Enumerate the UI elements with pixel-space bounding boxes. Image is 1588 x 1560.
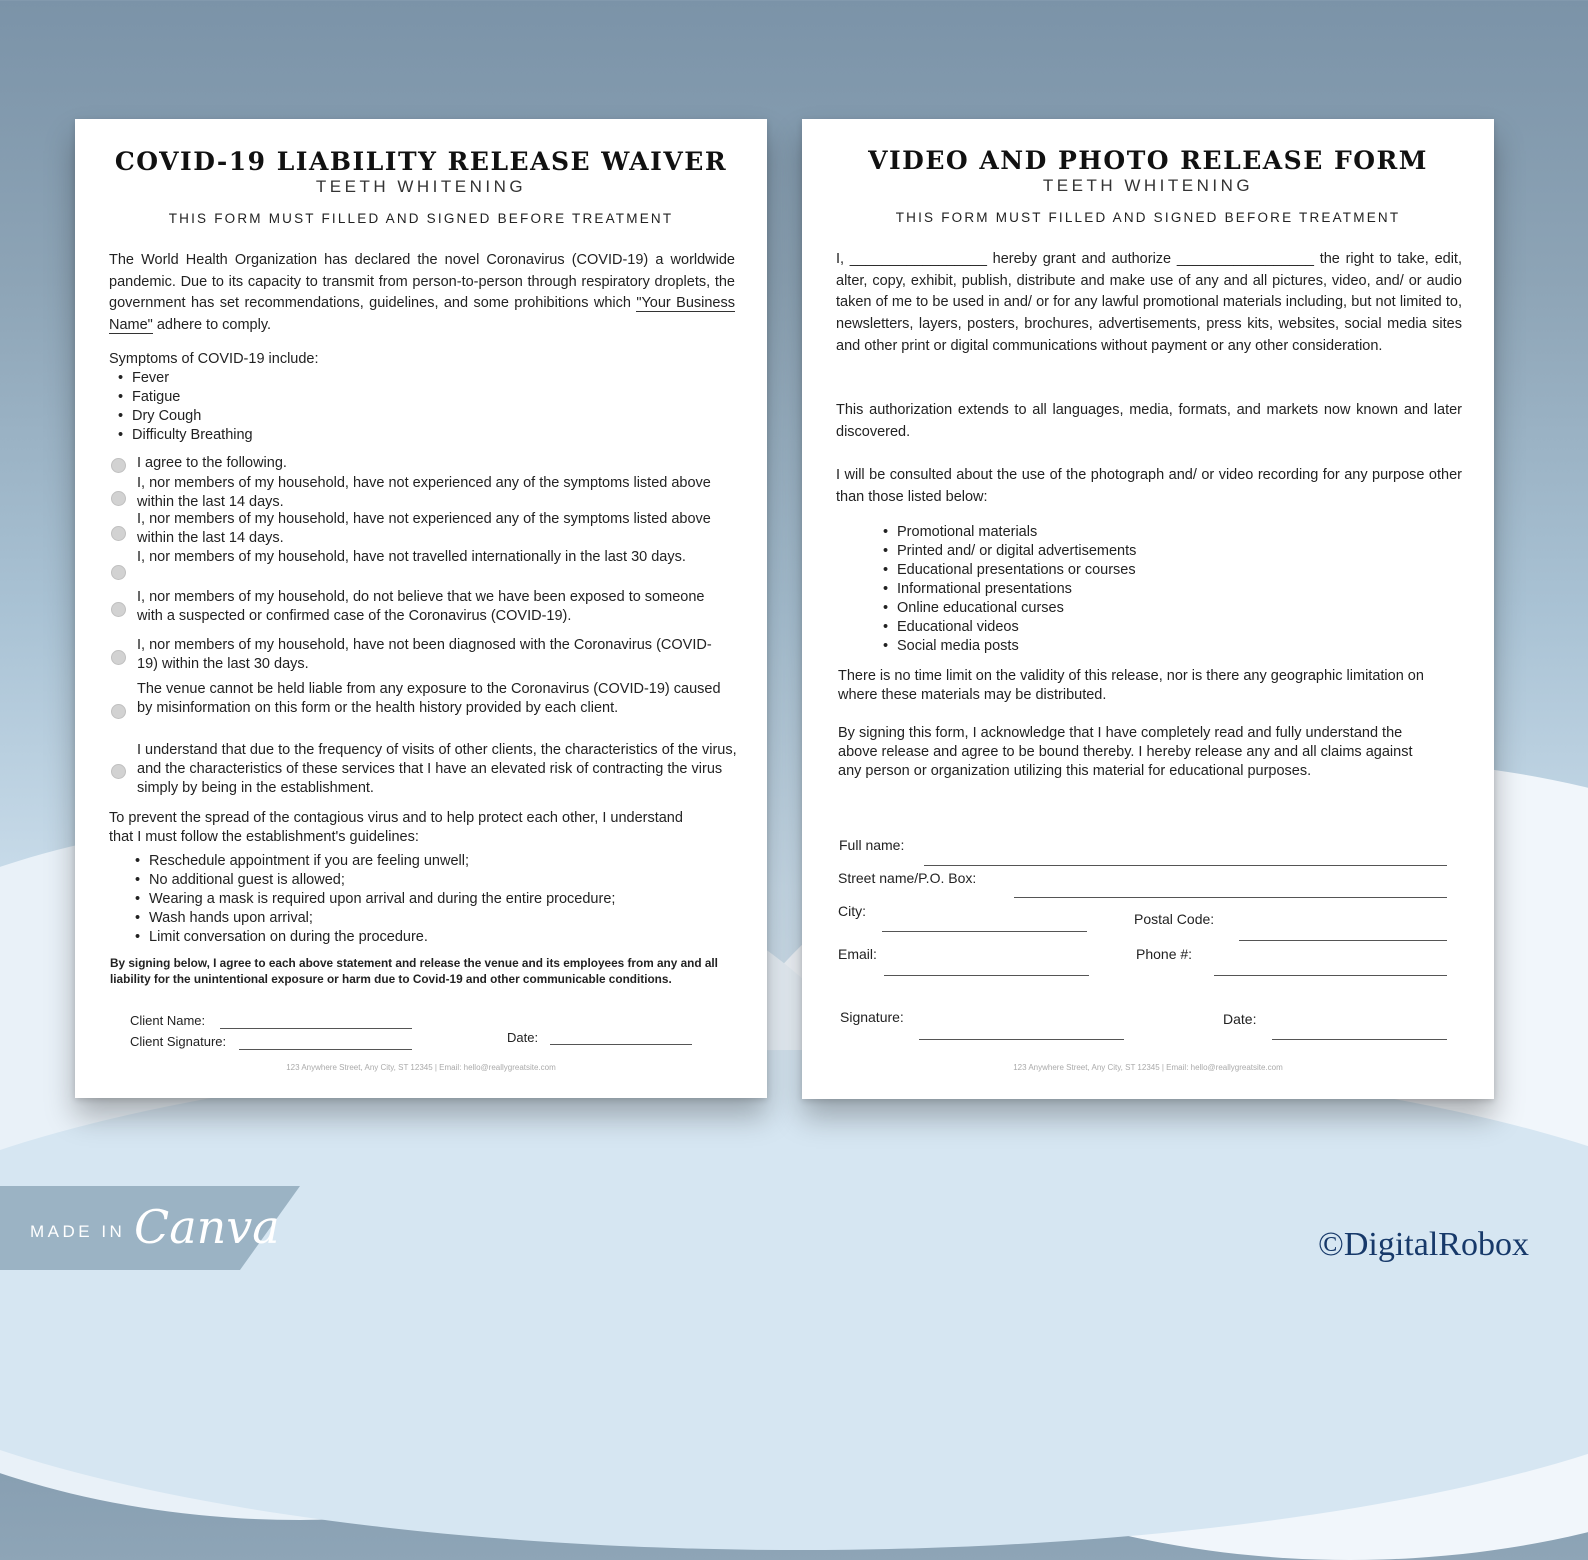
guideline-item: • Reschedule appointment if you are feeling unwell; bbox=[149, 852, 469, 871]
canva-logo: Canva bbox=[134, 1200, 280, 1254]
phone-label: Phone #: bbox=[1136, 946, 1193, 962]
use-item: • Informational presentations bbox=[897, 580, 1072, 599]
email-field[interactable] bbox=[884, 975, 1089, 976]
client-signature-label: Client Signature: bbox=[130, 1034, 227, 1049]
treatment-notice: THIS FORM MUST FILLED AND SIGNED BEFORE TREATMENT bbox=[168, 211, 674, 226]
signature-field[interactable] bbox=[919, 1039, 1124, 1040]
symptom-item: • Fever bbox=[132, 369, 169, 388]
page-title: COVID-19 LIABILITY RELEASE WAIVER bbox=[114, 147, 728, 176]
agree-checkbox[interactable] bbox=[111, 458, 126, 473]
symptoms-14-days-checkbox-2[interactable] bbox=[111, 526, 126, 541]
guideline-item: • Limit conversation on during the procedure. bbox=[149, 928, 428, 947]
business-name-field[interactable]: "Your Business Name" bbox=[109, 295, 735, 334]
checkbox-label: I understand that due to the frequency of visits of other clients, the characteristics of the virus, and the characteristics of these services that I have an elevated risk of contracting the virus simply by being in the establishment. bbox=[137, 742, 737, 796]
symptoms-14-days-checkbox[interactable] bbox=[111, 491, 126, 506]
made-in-label: MADE IN bbox=[30, 1222, 126, 1241]
background-snow-ground bbox=[0, 1050, 1588, 1550]
use-item: • Online educational curses bbox=[897, 599, 1064, 618]
checkbox-label: I agree to the following. bbox=[137, 455, 287, 471]
copyright-watermark: ©DigitalRobox bbox=[1318, 1226, 1529, 1263]
checkbox-label: I, nor members of my household, have not travelled internationally in the last 30 days. bbox=[137, 549, 686, 565]
page-footer: 123 Anywhere Street, Any City, ST 12345 | Email: hello@reallygreatsite.com bbox=[286, 1063, 556, 1072]
exposure-checkbox[interactable] bbox=[111, 602, 126, 617]
liability-checkbox[interactable] bbox=[111, 704, 126, 719]
street-label: Street name/P.O. Box: bbox=[838, 870, 977, 886]
phone-field[interactable] bbox=[1214, 975, 1447, 976]
street-field[interactable] bbox=[1014, 897, 1447, 898]
client-signature-field[interactable] bbox=[239, 1049, 412, 1050]
city-label: City: bbox=[838, 903, 866, 919]
acknowledgement-paragraph: By signing this form, I acknowledge that I have completely read and fully understand the above release and agree to be bound thereby. I hereby release any and all claims against any person or organization utilizing this material for educational purposes. bbox=[838, 725, 1413, 779]
use-item: • Educational presentations or courses bbox=[897, 561, 1136, 580]
symptom-item: • Dry Cough bbox=[132, 407, 201, 426]
intro-paragraph: The World Health Organization has declared the novel Coronavirus (COVID-19) a worldwide pandemic. Due to its capacity to transmit from person-to-person through respiratory droplets, the government has set recommendations, guidelines, and some prohibitions which "Your Business Name" adhere to comply. bbox=[109, 252, 735, 334]
page-footer: 123 Anywhere Street, Any City, ST 12345 | Email: hello@reallygreatsite.com bbox=[1013, 1063, 1283, 1072]
checkbox-label: I, nor members of my household, have not experienced any of the symptoms listed above within the last 14 days. bbox=[137, 511, 711, 546]
guideline-item: • Wash hands upon arrival; bbox=[149, 909, 313, 928]
checkbox-label: I, nor members of my household, have not experienced any of the symptoms listed above within the last 14 days. bbox=[137, 475, 711, 510]
use-item: • Printed and/ or digital advertisements bbox=[897, 542, 1136, 561]
prevent-paragraph: To prevent the spread of the contagious virus and to help protect each other, I understand that I must follow the establishment's guidelines: bbox=[109, 810, 683, 845]
symptom-item: • Difficulty Breathing bbox=[132, 426, 253, 445]
symptoms-heading: Symptoms of COVID-19 include: bbox=[109, 351, 319, 367]
date-label: Date: bbox=[507, 1030, 539, 1045]
checkbox-label: I, nor members of my household, have not been diagnosed with the Coronavirus (COVID-19) within the last 30 days. bbox=[137, 637, 712, 672]
email-label: Email: bbox=[838, 946, 877, 962]
city-field[interactable] bbox=[882, 931, 1087, 932]
date-field[interactable] bbox=[550, 1044, 692, 1045]
photo-release-page bbox=[802, 119, 1494, 1099]
symptom-item: • Fatigue bbox=[132, 388, 180, 407]
authorization-paragraph: This authorization extends to all languages, media, formats, and markets now known and later discovered. bbox=[836, 402, 1462, 440]
full-name-label: Full name: bbox=[839, 837, 905, 853]
date-field[interactable] bbox=[1272, 1039, 1447, 1040]
use-item: • Promotional materials bbox=[897, 523, 1037, 542]
treatment-notice: THIS FORM MUST FILLED AND SIGNED BEFORE TREATMENT bbox=[895, 210, 1401, 225]
client-name-label: Client Name: bbox=[130, 1013, 206, 1028]
signing-statement: By signing below, I agree to each above statement and release the venue and its employees from any and all liability for the unintentional exposure or harm due to Covid-19 and other communicable conditions. bbox=[110, 956, 718, 986]
date-label: Date: bbox=[1223, 1011, 1257, 1027]
guideline-item: • No additional guest is allowed; bbox=[149, 871, 345, 890]
postal-code-label: Postal Code: bbox=[1134, 911, 1215, 927]
diagnosis-checkbox[interactable] bbox=[111, 650, 126, 665]
consultation-paragraph: I will be consulted about the use of the photograph and/ or video recording for any purpose other than those listed below: bbox=[836, 467, 1462, 505]
guideline-item: • Wearing a mask is required upon arrival and during the entire procedure; bbox=[149, 890, 615, 909]
client-name-field[interactable] bbox=[220, 1028, 412, 1029]
use-item: • Social media posts bbox=[897, 637, 1019, 656]
covid-waiver-page bbox=[75, 119, 767, 1098]
full-name-field[interactable] bbox=[924, 865, 1447, 866]
validity-paragraph: There is no time limit on the validity of this release, nor is there any geographic limitation on where these materials may be distributed. bbox=[838, 668, 1424, 703]
page-subtitle: TEETH WHITENING bbox=[1042, 176, 1254, 195]
page-title: VIDEO AND PHOTO RELEASE FORM bbox=[868, 146, 1428, 175]
risk-checkbox[interactable] bbox=[111, 764, 126, 779]
grant-paragraph: I, _________________ hereby grant and authorize _________________ the right to take, edit, alter, copy, exhibit, publish, distribute and make use of any and all pictures, video, and/ or audio taken of me to be used in and/ or for any lawful promotional materials including, but not limited to, newsletters, layers, posters, brochures, advertisements, press kits, websites, social media sites and other print or digital communications without payment or any other consideration. bbox=[836, 251, 1462, 354]
postal-code-field[interactable] bbox=[1239, 940, 1447, 941]
page-subtitle: TEETH WHITENING bbox=[315, 177, 527, 196]
use-item: • Educational videos bbox=[897, 618, 1019, 637]
checkbox-label: I, nor members of my household, do not believe that we have been exposed to someone with a suspected or confirmed case of the Coronavirus (COVID-19). bbox=[137, 589, 705, 624]
signature-label: Signature: bbox=[840, 1009, 904, 1025]
travel-checkbox[interactable] bbox=[111, 565, 126, 580]
checkbox-label: The venue cannot be held liable from any exposure to the Coronavirus (COVID-19) caused by misinformation on this form or the health history provided by each client. bbox=[137, 681, 721, 716]
